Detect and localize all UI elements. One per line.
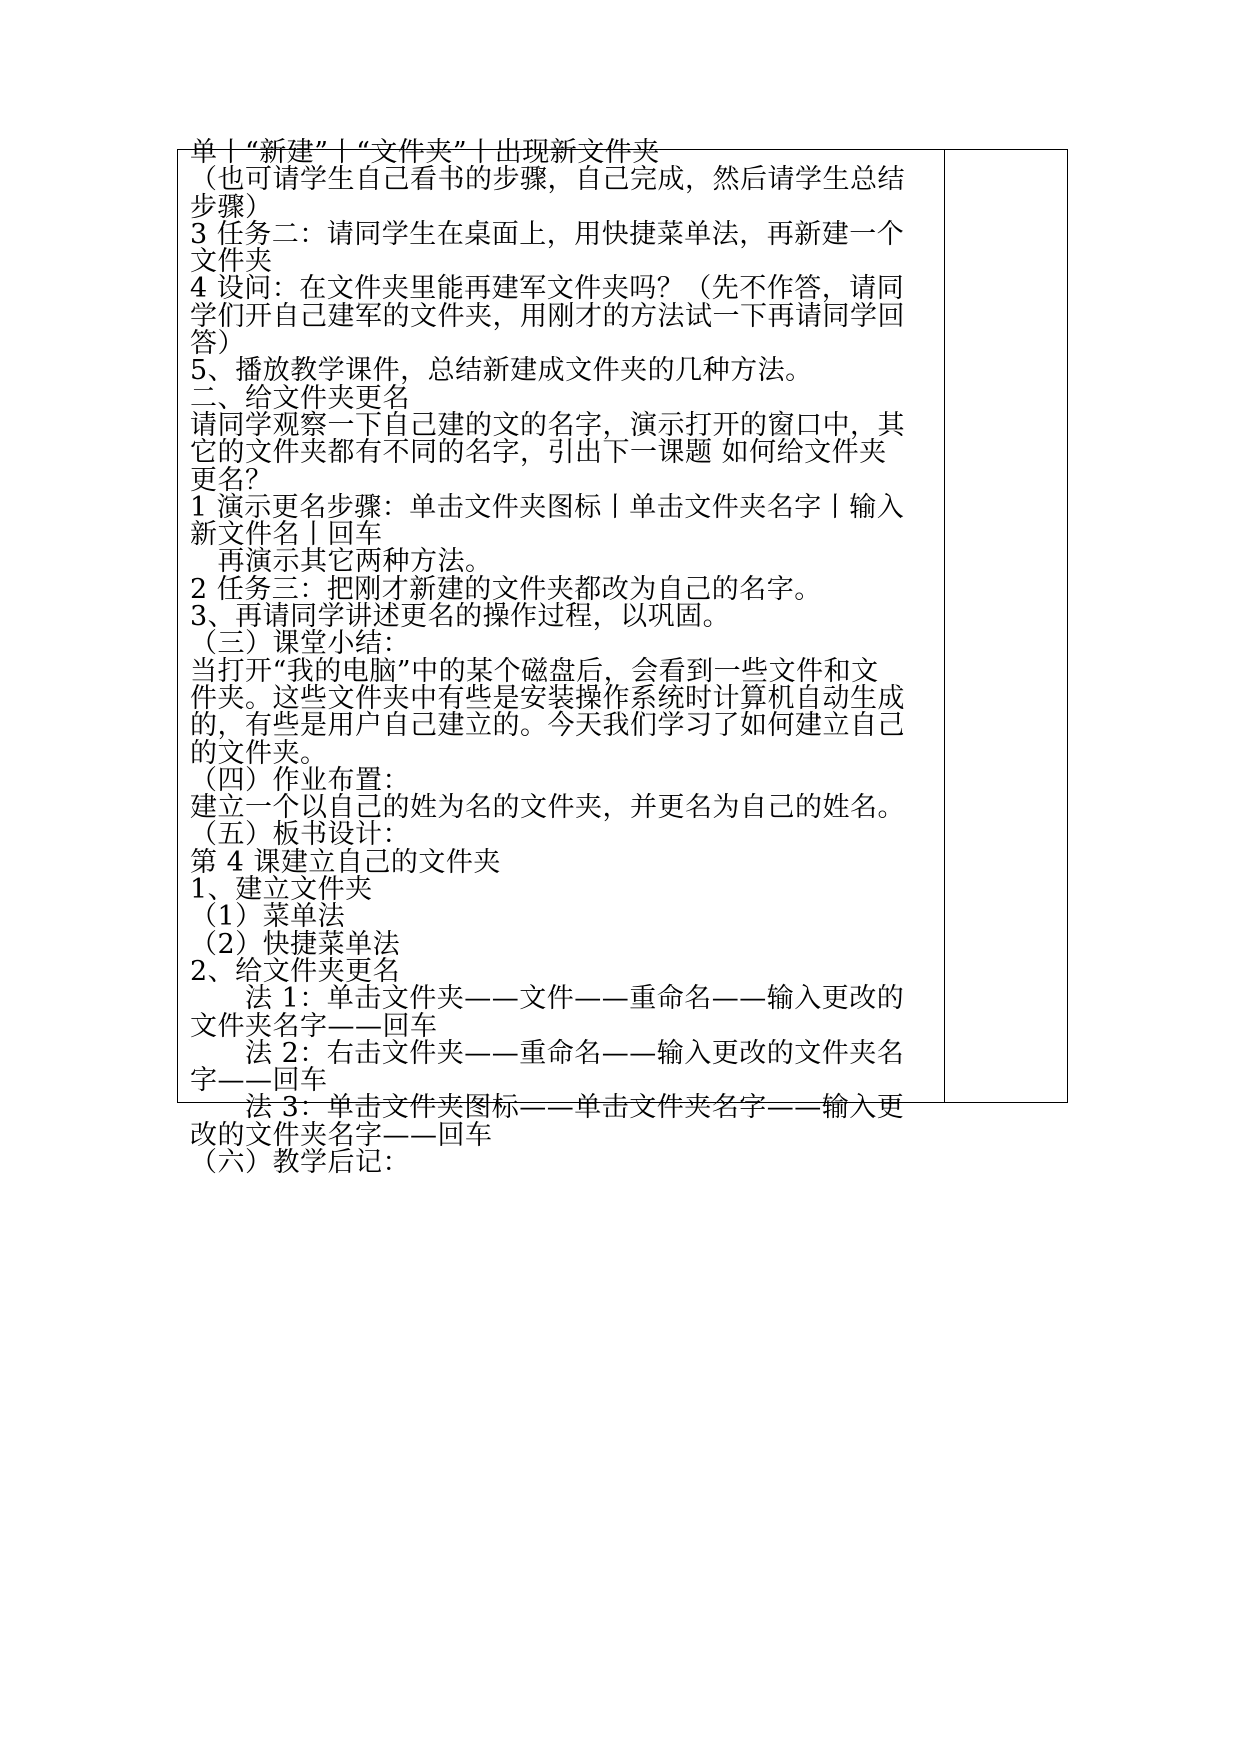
section-heading: （四）作业布置： (190, 764, 410, 796)
text-line: 文件夹名字——回车 (190, 1010, 438, 1042)
text-line: 3、再请同学讲述更名的操作过程，以巩固。 (190, 601, 731, 633)
text-line: 2 任务三：把刚才新建的文件夹都改为自己的名字。 (190, 573, 822, 605)
text-line: 2、给文件夹更名 (190, 955, 401, 987)
text-line: 学们开自己建军的文件夹，用刚才的方法试一下再请同学回 (190, 300, 905, 332)
text-line: 再演示其它两种方法。 (190, 546, 493, 578)
text-line: 请同学观察一下自己建的文的名字，演示打开的窗口中，其 (190, 409, 905, 441)
text-line: 3 任务二：请同学生在桌面上，用快捷菜单法，再新建一个 (190, 218, 905, 250)
text-line: 步骤） (190, 191, 273, 223)
text-line: 单丨“新建”丨“文件夹”丨出现新文件夹 (190, 137, 660, 168)
text-line: 4 设问：在文件夹里能再建军文件夹吗？（先不作答，请同 (190, 273, 905, 305)
lesson-table (177, 137, 1068, 1178)
text-line: 法 1：单击文件夹——文件——重命名——输入更改的 (190, 983, 905, 1015)
text-line: 当打开“我的电脑”中的某个磁盘后，会看到一些文件和文 (190, 655, 879, 687)
text-line: 更名？ (190, 464, 273, 496)
text-line: 改的文件夹名字——回车 (190, 1119, 493, 1151)
text-line: 第 4 课建立自己的文件夹 (190, 846, 501, 878)
text-line: 法 2：右击文件夹——重命名——输入更改的文件夹名 (190, 1037, 905, 1069)
text-line: 件夹。这些文件夹中有些是安装操作系统时计算机自动生成 (190, 682, 905, 714)
text-line: 它的文件夹都有不同的名字，引出下一课题 如何给文件夹 (190, 437, 887, 469)
text-line: 1 演示更名步骤：单击文件夹图标丨单击文件夹名字丨输入 (190, 491, 905, 523)
text-line: 文件夹 (190, 246, 273, 278)
notes-cell (945, 150, 1067, 1102)
section-heading: （六）教学后记： (190, 1146, 410, 1178)
text-line: 法 3：单击文件夹图标——单击文件夹名字——输入更 (190, 1092, 905, 1124)
text-line: 建立一个以自己的姓为名的文件夹，并更名为自己的姓名。 (190, 792, 905, 824)
section-heading: （三）课堂小结： (190, 628, 410, 660)
text-line: 答） (190, 328, 245, 360)
section-heading: 二、给文件夹更名 (190, 382, 410, 414)
text-line: （也可请学生自己看书的步骤，自己完成，然后请学生总结 (190, 164, 905, 196)
text-line: （2）快捷菜单法 (190, 928, 401, 960)
section-heading: （五）板书设计： (190, 819, 410, 851)
text-line: 的文件夹。 (190, 737, 328, 769)
text-line: 5、播放教学课件，总结新建成文件夹的几种方法。 (190, 355, 813, 387)
text-line: 字——回车 (190, 1065, 328, 1097)
lesson-content-cell (178, 137, 945, 1178)
text-line: 新文件名丨回车 (190, 519, 383, 551)
text-line: （1）菜单法 (190, 901, 346, 933)
text-line: 1、建立文件夹 (190, 874, 373, 906)
text-line: 的，有些是用户自己建立的。今天我们学习了如何建立自己 (190, 710, 905, 742)
